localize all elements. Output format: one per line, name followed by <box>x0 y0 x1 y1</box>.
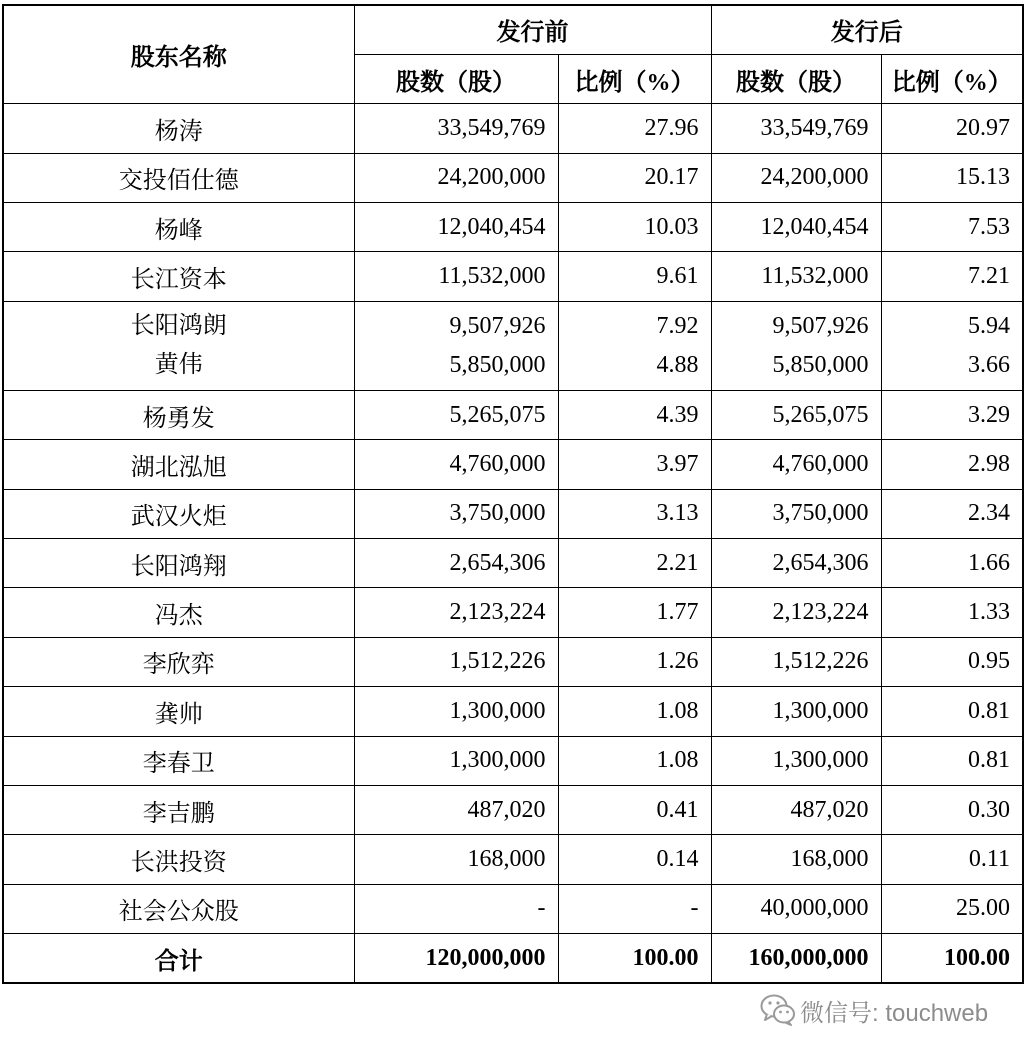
wechat-watermark <box>760 992 988 1028</box>
shareholder-name: 龚帅 <box>3 687 354 736</box>
after-issue-ratio: 7.53 <box>881 203 1023 252</box>
before-issue-shares: 5,850,000 <box>449 351 546 378</box>
shareholder-name-cell <box>3 301 354 390</box>
after-issue-ratio: 2.98 <box>881 440 1023 489</box>
table-row <box>3 785 1023 834</box>
shareholder-name: 李欣弈 <box>3 637 354 686</box>
after-issue-ratio: 0.81 <box>881 736 1023 785</box>
shareholder-name: 湖北泓旭 <box>3 440 354 489</box>
total-after-issue-shares: 160,000,000 <box>711 934 881 983</box>
shareholder-name: 武汉火炬 <box>3 489 354 538</box>
shareholder-name: 李吉鹏 <box>3 785 354 834</box>
before-issue-shares: 24,200,000 <box>354 153 558 202</box>
shareholder-name: 杨勇发 <box>3 390 354 439</box>
before-issue-shares: 3,750,000 <box>354 489 558 538</box>
wechat-icon <box>760 994 796 1026</box>
total-before-issue-shares: 120,000,000 <box>354 934 558 983</box>
after-issue-ratio: 3.29 <box>881 390 1023 439</box>
before-issue-ratio-cell <box>558 301 711 390</box>
before-issue-shares: 1,512,226 <box>354 637 558 686</box>
after-issue-shares: 9,507,926 <box>772 312 869 339</box>
after-issue-shares: 4,760,000 <box>711 440 881 489</box>
table-row <box>3 637 1023 686</box>
after-issue-shares: 24,200,000 <box>711 153 881 202</box>
table-row <box>3 440 1023 489</box>
before-issue-ratio: 1.08 <box>558 736 711 785</box>
before-issue-ratio: 4.88 <box>656 351 699 378</box>
after-issue-ratio: 0.30 <box>881 785 1023 834</box>
before-issue-shares: 1,300,000 <box>354 736 558 785</box>
before-issue-shares: 1,300,000 <box>354 687 558 736</box>
before-issue-ratio: 1.77 <box>558 588 711 637</box>
header-shareholder-name: 股东名称 <box>3 5 354 104</box>
shareholder-name: 杨涛 <box>3 104 354 153</box>
shareholder-name: 冯杰 <box>3 588 354 637</box>
before-issue-shares: 9,507,926 <box>449 312 546 339</box>
shareholder-name: 杨峰 <box>3 203 354 252</box>
table-row <box>3 203 1023 252</box>
table-row <box>3 252 1023 301</box>
after-issue-shares: 168,000 <box>711 835 881 884</box>
table-row <box>3 588 1023 637</box>
after-issue-shares: 2,654,306 <box>711 539 881 588</box>
shareholder-name: 李春卫 <box>3 736 354 785</box>
header-before-shares: 股数（股） <box>354 54 558 103</box>
after-issue-ratio-cell <box>881 301 1023 390</box>
after-issue-ratio: 15.13 <box>881 153 1023 202</box>
before-issue-shares: 12,040,454 <box>354 203 558 252</box>
before-issue-shares: 2,123,224 <box>354 588 558 637</box>
header-before-issue: 发行前 <box>354 5 711 54</box>
after-issue-shares-cell <box>711 301 881 390</box>
after-issue-ratio: 5.94 <box>968 312 1010 339</box>
after-issue-ratio: 0.11 <box>881 835 1023 884</box>
before-issue-ratio: 9.61 <box>558 252 711 301</box>
after-issue-shares: 487,020 <box>711 785 881 834</box>
after-issue-shares: 11,532,000 <box>711 252 881 301</box>
after-issue-shares: 33,549,769 <box>711 104 881 153</box>
after-issue-ratio: 1.66 <box>881 539 1023 588</box>
after-issue-ratio: 20.97 <box>881 104 1023 153</box>
before-issue-ratio: 0.14 <box>558 835 711 884</box>
after-issue-ratio: 0.95 <box>881 637 1023 686</box>
table-row <box>3 390 1023 439</box>
header-after-shares: 股数（股） <box>711 54 881 103</box>
after-issue-ratio: 0.81 <box>881 687 1023 736</box>
table-row <box>3 736 1023 785</box>
after-issue-shares: 12,040,454 <box>711 203 881 252</box>
shareholder-name: 黄伟 <box>154 351 203 378</box>
total-label: 合计 <box>3 934 354 983</box>
shareholder-name: 长阳鸿朗 <box>130 312 227 339</box>
before-issue-ratio: 4.39 <box>558 390 711 439</box>
after-issue-shares: 2,123,224 <box>711 588 881 637</box>
before-issue-shares: 4,760,000 <box>354 440 558 489</box>
watermark-text: 微信号: touchweb <box>800 999 989 1027</box>
after-issue-ratio: 25.00 <box>881 884 1023 933</box>
header-after-ratio: 比例（%） <box>881 54 1023 103</box>
total-row <box>3 934 1023 983</box>
total-before-issue-ratio: 100.00 <box>558 934 711 983</box>
before-issue-ratio: 2.21 <box>558 539 711 588</box>
after-issue-shares: 1,512,226 <box>711 637 881 686</box>
after-issue-shares: 1,300,000 <box>711 736 881 785</box>
shareholder-name: 长阳鸿翔 <box>3 539 354 588</box>
before-issue-ratio: - <box>558 884 711 933</box>
after-issue-ratio: 2.34 <box>881 489 1023 538</box>
before-issue-shares: 11,532,000 <box>354 252 558 301</box>
after-issue-ratio: 7.21 <box>881 252 1023 301</box>
before-issue-ratio: 1.08 <box>558 687 711 736</box>
total-after-issue-ratio: 100.00 <box>881 934 1023 983</box>
before-issue-ratio: 10.03 <box>558 203 711 252</box>
table-row <box>3 884 1023 933</box>
before-issue-ratio: 20.17 <box>558 153 711 202</box>
shareholder-name: 交投佰仕德 <box>3 153 354 202</box>
before-issue-ratio: 1.26 <box>558 637 711 686</box>
before-issue-shares-cell <box>354 301 558 390</box>
header-after-issue: 发行后 <box>711 5 1023 54</box>
before-issue-shares: 33,549,769 <box>354 104 558 153</box>
after-issue-shares: 5,850,000 <box>772 351 869 378</box>
table-row <box>3 835 1023 884</box>
before-issue-ratio: 3.13 <box>558 489 711 538</box>
before-issue-shares: 2,654,306 <box>354 539 558 588</box>
before-issue-ratio: 3.97 <box>558 440 711 489</box>
before-issue-shares: 5,265,075 <box>354 390 558 439</box>
before-issue-ratio: 27.96 <box>558 104 711 153</box>
after-issue-shares: 1,300,000 <box>711 687 881 736</box>
table-row <box>3 687 1023 736</box>
after-issue-ratio: 1.33 <box>881 588 1023 637</box>
table-row <box>3 539 1023 588</box>
table-row <box>3 153 1023 202</box>
shareholder-name: 社会公众股 <box>3 884 354 933</box>
after-issue-shares: 40,000,000 <box>711 884 881 933</box>
before-issue-shares: - <box>354 884 558 933</box>
shareholder-name: 长江资本 <box>3 252 354 301</box>
after-issue-ratio: 3.66 <box>968 351 1010 378</box>
shareholder-name: 长洪投资 <box>3 835 354 884</box>
after-issue-shares: 5,265,075 <box>711 390 881 439</box>
header-before-ratio: 比例（%） <box>558 54 711 103</box>
shareholding-table <box>2 4 1024 984</box>
table-row <box>3 489 1023 538</box>
before-issue-ratio: 7.92 <box>656 312 699 339</box>
header-row-issue <box>3 5 1023 54</box>
table-row-merged <box>3 301 1023 390</box>
before-issue-ratio: 0.41 <box>558 785 711 834</box>
after-issue-shares: 3,750,000 <box>711 489 881 538</box>
before-issue-shares: 168,000 <box>354 835 558 884</box>
before-issue-shares: 487,020 <box>354 785 558 834</box>
table-row <box>3 104 1023 153</box>
